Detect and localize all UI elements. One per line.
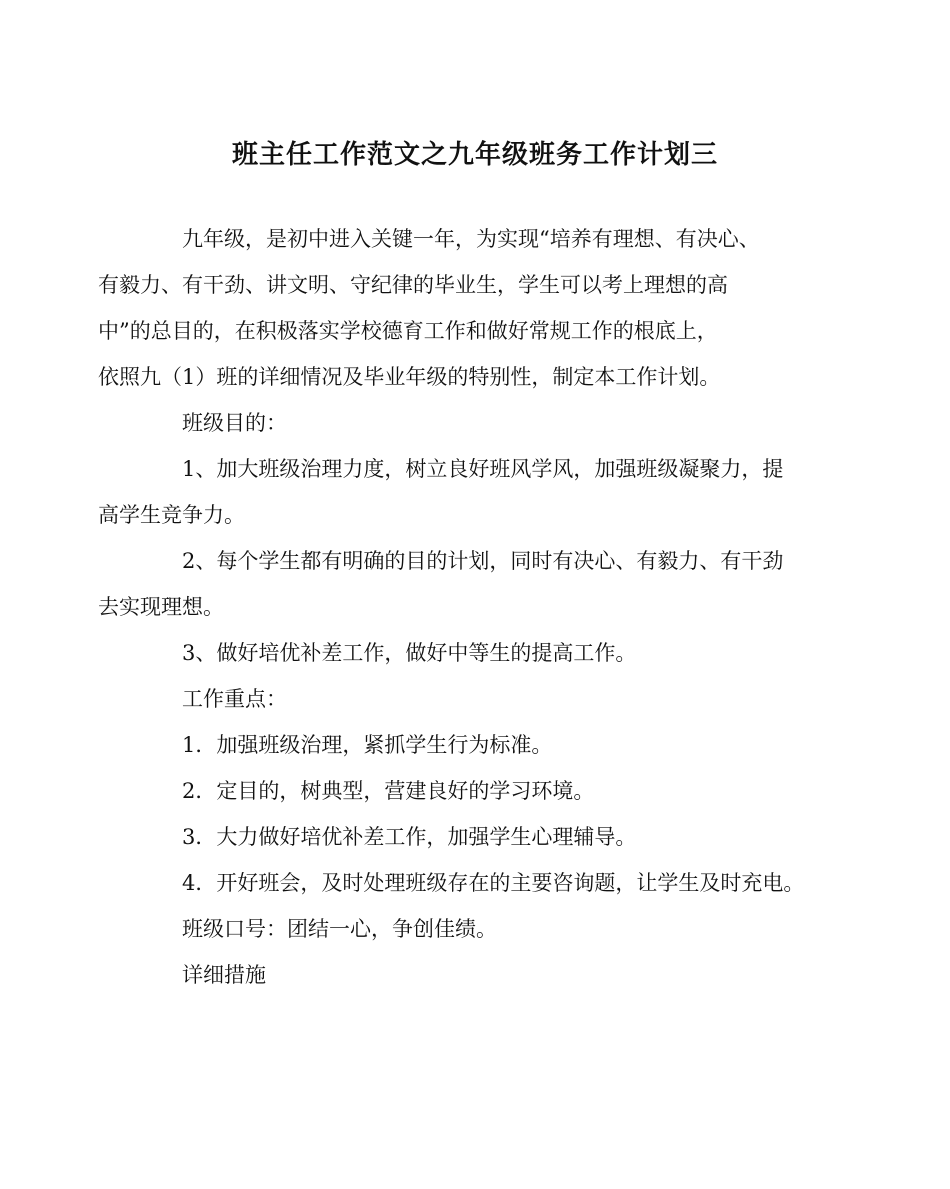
section-heading-class-goals [140, 400, 820, 446]
paragraph-line: 有毅力、有干劲、讲文明、守纪律的毕业生，学生可以考上理想的高 [98, 273, 728, 297]
paragraph-line: 1、加大班级治理力度，树立良好班风学风，加强班级凝聚力，提 [182, 457, 784, 481]
focus-item-2 [140, 768, 820, 814]
paragraph-line: 3．大力做好培优补差工作，加强学生心理辅导。 [182, 825, 637, 849]
paragraph-line: 详细措施 [182, 963, 266, 987]
goal-item-3 [140, 630, 820, 676]
paragraph-line: 依照九（1）班的详细情况及毕业年级的特别性，制定本工作计划。 [98, 365, 721, 389]
paragraph-line: 工作重点： [182, 687, 287, 711]
paragraph-line: 高学生竞争力。 [98, 503, 245, 527]
focus-item-4 [140, 860, 820, 906]
focus-item-1 [140, 722, 820, 768]
paragraph-line: 班级口号：团结一心，争创佳绩。 [182, 917, 497, 941]
paragraph-line: 班级目的： [182, 411, 287, 435]
paragraph-line: 1．加强班级治理，紧抓学生行为标准。 [182, 733, 553, 757]
class-slogan [140, 906, 820, 952]
goal-item-2 [98, 538, 820, 630]
paragraph-line: 3、做好培优补差工作，做好中等生的提高工作。 [182, 641, 637, 665]
goal-item-1 [98, 446, 820, 538]
paragraph-intro [98, 216, 820, 400]
document-body [98, 216, 820, 998]
section-heading-detailed-measures [140, 952, 820, 998]
section-heading-work-focus [140, 676, 820, 722]
paragraph-line: 九年级，是初中进入关键一年，为实现“培养有理想、有决心、 [182, 227, 760, 251]
paragraph-line: 4．开好班会，及时处理班级存在的主要咨询题，让学生及时充电。 [182, 871, 805, 895]
paragraph-line: 去实现理想。 [98, 595, 224, 619]
focus-item-3 [140, 814, 820, 860]
paragraph-line: 中”的总目的，在积极落实学校德育工作和做好常规工作的根底上， [98, 319, 718, 343]
paragraph-line: 2、每个学生都有明确的目的计划，同时有决心、有毅力、有干劲 [182, 549, 784, 573]
paragraph-line: 2．定目的，树典型，营建良好的学习环境。 [182, 779, 595, 803]
document-title: 班主任工作范文之九年级班务工作计划三 [231, 140, 718, 170]
